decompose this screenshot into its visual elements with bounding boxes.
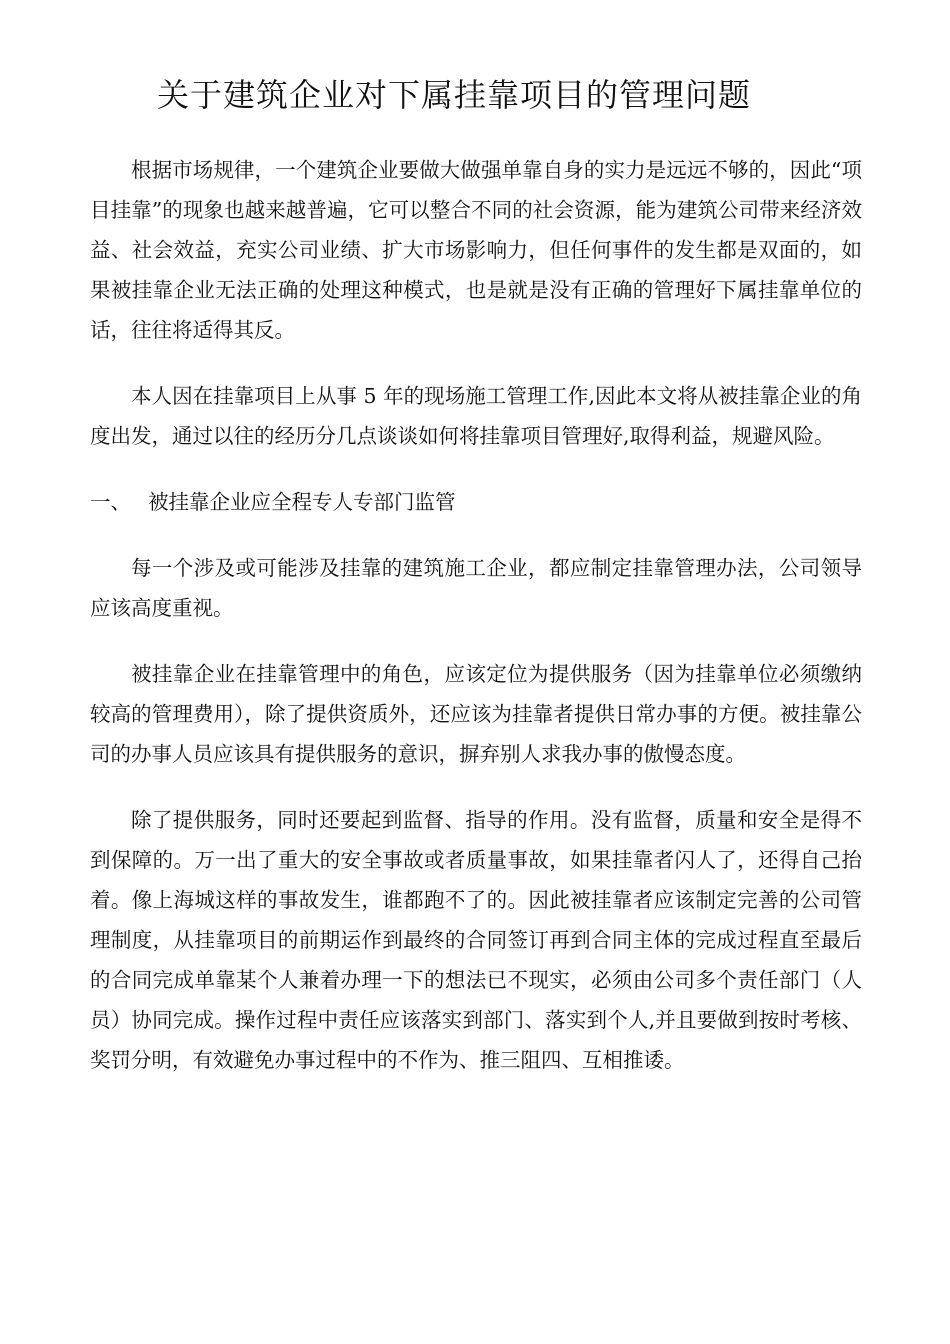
section-1-number: 一、 xyxy=(90,490,131,514)
section-1-paragraph-3: 除了提供服务，同时还要起到监督、指导的作用。没有监督，质量和安全是得不到保障的。万一出了重大的安全事故或者质量事故，如果挂靠者闪人了，还得自己抬着。像上海城这样的事故发生，谁都跑不了的。因此被挂靠者应该制定完善的公司管理制度，从挂靠项目的前期运作到最终的合同签订再到合同主体的完成过程直至最后的合同完成单靠某个人兼着办理一下的想法已不现实，必须由公司多个责任部门（人员）协同完成。操作过程中责任应该落实到部门、落实到个人,并且要做到按时考核、奖罚分明，有效避免办事过程中的不作为、推三阻四、互相推诿。 xyxy=(90,808,862,1072)
intro-paragraph-1: 根据市场规律，一个建筑企业要做大做强单靠自身的实力是远远不够的，因此“项目挂靠”的现象也越来越普遍，它可以整合不同的社会资源，能为建筑公司带来经济效益、社会效益，充实公司业绩、扩大市场影响力，但任何事件的发生都是双面的，如果被挂靠企业无法正确的处理这种模式，也是就是没有正确的管理好下属挂靠单位的话，往往将适得其反。 xyxy=(90,158,862,342)
section-1-paragraph-2: 被挂靠企业在挂靠管理中的角色，应该定位为提供服务（因为挂靠单位必须缴纳较高的管理费用），除了提供资质外，还应该为挂靠者提供日常办事的方便。被挂靠公司的办事人员应该具有提供服务的意识，摒弃别人求我办事的傲慢态度。 xyxy=(90,662,862,766)
section-1-paragraph-1: 每一个涉及或可能涉及挂靠的建筑施工企业，都应制定挂靠管理办法，公司领导应该高度重视。 xyxy=(90,556,862,620)
document-title: 关于建筑企业对下属挂靠项目的管理问题 xyxy=(156,76,751,114)
section-1-heading-text: 被挂靠企业应全程专人专部门监管 xyxy=(148,490,456,514)
section-1-heading xyxy=(90,482,862,522)
intro-paragraph-2: 本人因在挂靠项目上从事 5 年的现场施工管理工作,因此本文将从被挂靠企业的角度出发，通过以往的经历分几点谈谈如何将挂靠项目管理好,取得利益，规避风险。 xyxy=(90,384,862,448)
document-body xyxy=(90,150,862,1106)
